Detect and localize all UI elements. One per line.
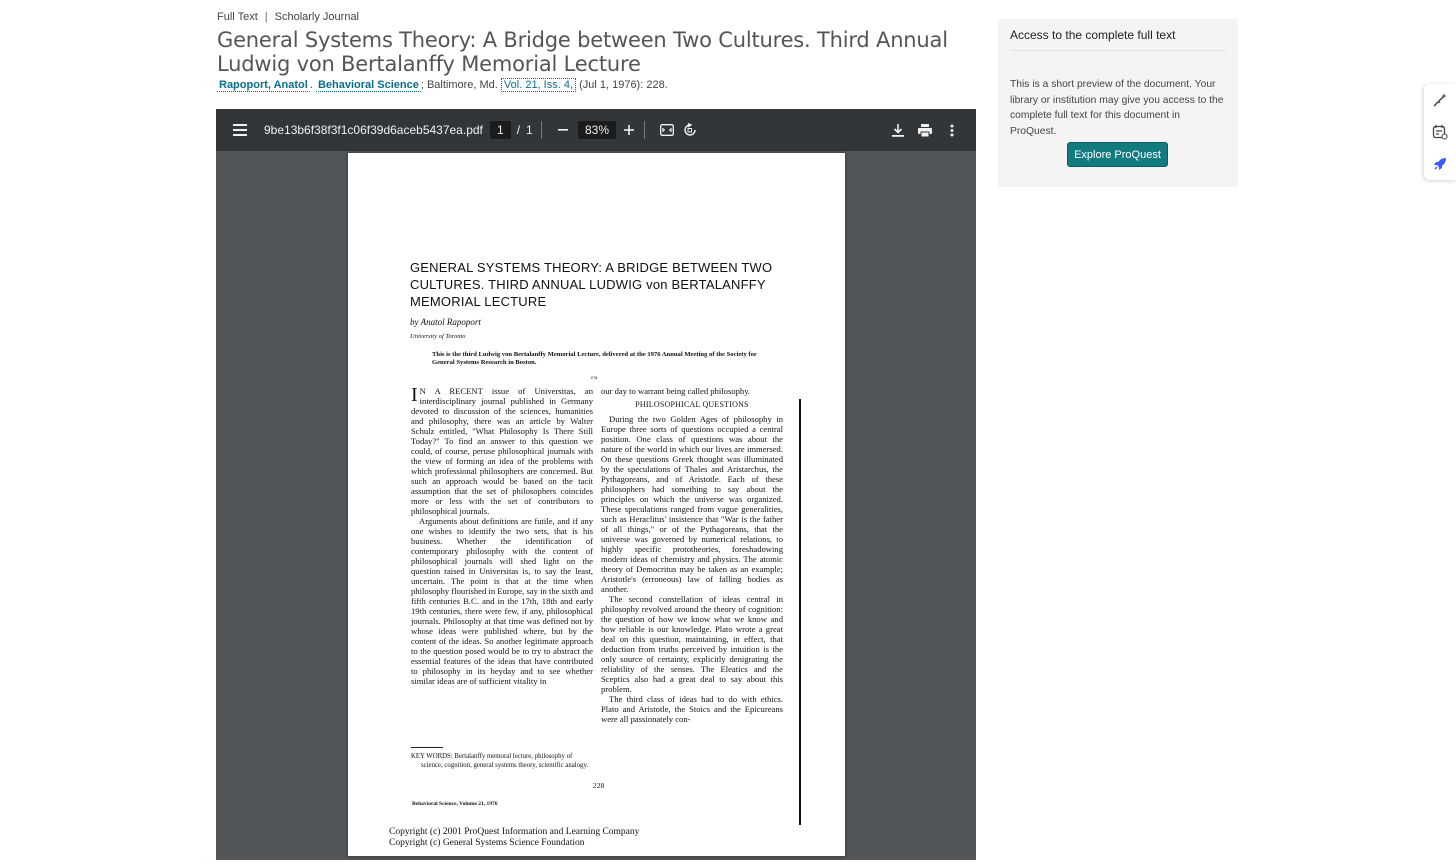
menu-icon[interactable]: [229, 109, 251, 151]
author-link[interactable]: Rapoport, Anatol: [219, 79, 308, 91]
toolbar-divider: [541, 121, 542, 139]
copyright-line: Copyright (c) 2001 ProQuest Information and Learning Company: [389, 827, 640, 837]
rotate-button[interactable]: [679, 109, 701, 151]
access-description: This is a short preview of the document. Your library or institution may give you access to the complete full text for this document in ProQuest.: [1010, 79, 1224, 137]
page-number-input[interactable]: 1: [490, 121, 511, 139]
page-number: 228: [593, 781, 605, 790]
rail-button-launch[interactable]: [1424, 148, 1456, 180]
side-tool-rail: [1424, 84, 1456, 180]
article-note: This is the third Ludwig von Bertalanffy Memorial Lecture, delivered at the 1976 Annual Meeting of the Society for General Systems Research in Boston.: [432, 351, 757, 366]
paragraph: During the two Golden Ages of philosophy in Europe three sorts of questions occupied a central position. One class of questions was about the nature of the world in which our lives are immersed. On these questions Greek thought was illuminated by the speculations of Thales and Aristarchus, the Pythagoreans, and of Aristotle. Each of these philosophers had something to say about the principles on which the universe was organized. These speculations ranged from vague generalities, such as Heraclitus' insistence that "War is the father of all things," or of the Pythagoreans, that the universe was governed by numerical relations, to highly specific prototheories, foreshadowing modern ideas of chemistry and physics. The atomic theory of Democritus may be taken as an example; Aristotle's (erroneous) law of falling bodies as another.: [601, 414, 783, 594]
download-icon: [892, 124, 904, 137]
section-heading: PHILOSOPHICAL QUESTIONS: [635, 400, 749, 409]
breadcrumb: [217, 11, 359, 23]
rail-button-assistant[interactable]: [1424, 84, 1456, 116]
fit-page-button[interactable]: [656, 109, 678, 151]
breadcrumb-separator: |: [264, 11, 268, 23]
pdf-page: [348, 153, 845, 856]
more-options-button[interactable]: [941, 109, 963, 151]
publication-link[interactable]: Behavioral Science: [317, 79, 419, 91]
article-affiliation: University of Toronto: [410, 333, 466, 340]
copyright-notice: [389, 827, 639, 849]
plus-icon: [624, 125, 634, 135]
page-indicator: [490, 109, 533, 151]
minus-icon: [558, 129, 568, 131]
access-panel: [998, 19, 1238, 187]
breadcrumb-source-type: Scholarly Journal: [274, 11, 359, 23]
article-column-left: [411, 386, 593, 686]
more-vertical-icon: [950, 124, 954, 137]
zoom-input[interactable]: 83%: [578, 121, 616, 139]
fit-page-icon: [660, 124, 674, 136]
zoom-in-button[interactable]: [618, 109, 640, 151]
publication-date: (Jul 1, 1976): 228.: [579, 79, 668, 91]
article-mark: c•a: [591, 376, 598, 381]
rotate-icon: [683, 123, 697, 137]
access-heading: Access to the complete full text: [1010, 28, 1226, 51]
key-words: KEY WORDS: Bertalanffy memoral lecture, philosophy of science, cognition, general systems theory, scientific analogy.: [411, 753, 589, 769]
page-total: 1: [526, 123, 533, 137]
print-button[interactable]: [914, 109, 936, 151]
paragraph: Arguments about definitions are futile, and if any one wishes to identify the two sets, that is his business. Whether the identification of contemporary philosophy with the content of philosophical journals will shed light on the question raised in Universitas is, to say the least, uncertain. The point is that at the time when philosophy flourished in Europe, say in the sixth and fifth centuries B.C. and in the 17th, 18th and early 19th centuries, there were few, if any, philosophical journals. Philosophy at that time was defined not by whose ideas were published where, but by the content of the ideas. So another legitimate approach to the question posed would be to try to abstract the essential features of the ideas that have contributed to philosophy in its heyday and to see whether similar ideas are of sufficient vitality in: [411, 516, 593, 686]
document-citation: Rapoport, Anatol . Behavioral Science ; Baltimore, Md. Vol. 21, Iss. 4, (Jul 1, 1976): 228.: [219, 79, 668, 91]
breadcrumb-full-text: Full Text: [217, 11, 258, 23]
paragraph: The second constellation of ideas central in philosophy revolved around the theory of cognition: the question of how we know what we know and how reliable is our knowledge. Plato wrote a great deal on this question, maintaining, in effect, that deduction from truths perceived by intuition is the only source of certainty, explicitly denigrating the reliability of the senses. The Eleatics and the Sceptics also had a great deal to say about this problem.: [601, 594, 783, 694]
paragraph: I N A RECENT issue of Universitas, an interdisciplinary journal published in Germany devoted to discussion of the sciences, humanities and philosophy, there was an article by Walter Schulz entitled, "What Philosophy Is There Still Today?" To find an answer to this question we could, of course, peruse philosophical journals with the view of forming an idea of the problems with which professional philosophers are concerned. But such an approach would be based on the tacit assumption that the set of philosophers coincides more or less with the set of contributors to philosophical journals.: [411, 384, 593, 516]
print-icon: [918, 124, 932, 137]
publication-place: ; Baltimore, Md.: [420, 79, 498, 91]
page-separator: /: [516, 123, 521, 137]
zoom-out-button[interactable]: [552, 109, 574, 151]
explore-proquest-button[interactable]: Explore ProQuest: [1067, 142, 1168, 167]
pdf-viewer[interactable]: [216, 109, 976, 860]
copyright-line: Copyright (c) General Systems Science Foundation: [389, 838, 585, 848]
article-author: by Anatol Rapoport: [410, 317, 481, 327]
pdf-filename: 9be13b6f38f3f1c06f39d6aceb5437ea.pdf: [264, 123, 483, 137]
paragraph: our day to warrant being called philosophy.: [601, 386, 751, 396]
download-button[interactable]: [887, 109, 909, 151]
pdf-toolbar: [216, 109, 976, 151]
document-title: General Systems Theory: A Bridge between Two Cultures. Third Annual Ludwig von Bertalanffy Memorial Lecture: [217, 28, 948, 76]
article-title: GENERAL SYSTEMS THEORY: A BRIDGE BETWEEN TWO CULTURES. THIRD ANNUAL LUDWIG von BERTALANFFY MEMORIAL LECTURE: [410, 260, 773, 309]
calendar-notes-icon: [1432, 124, 1448, 140]
paragraph: The third class of ideas had to do with ethics. Plato and Aristotle, the Stoics and the Epicureans were all passionately con-: [601, 694, 783, 724]
rail-button-notes[interactable]: [1424, 116, 1456, 148]
rocket-icon: [1432, 156, 1448, 172]
journal-footer: Behavioral Science, Volume 21, 1976: [412, 801, 498, 807]
toolbar-divider: [644, 121, 645, 139]
footnote-rule: [411, 747, 443, 748]
article-column-right: [601, 386, 783, 724]
scan-edge: [799, 399, 801, 825]
wand-icon: [1432, 92, 1448, 108]
drop-cap: I: [411, 384, 418, 406]
volume-issue-link[interactable]: Vol. 21, Iss. 4,: [501, 78, 576, 92]
